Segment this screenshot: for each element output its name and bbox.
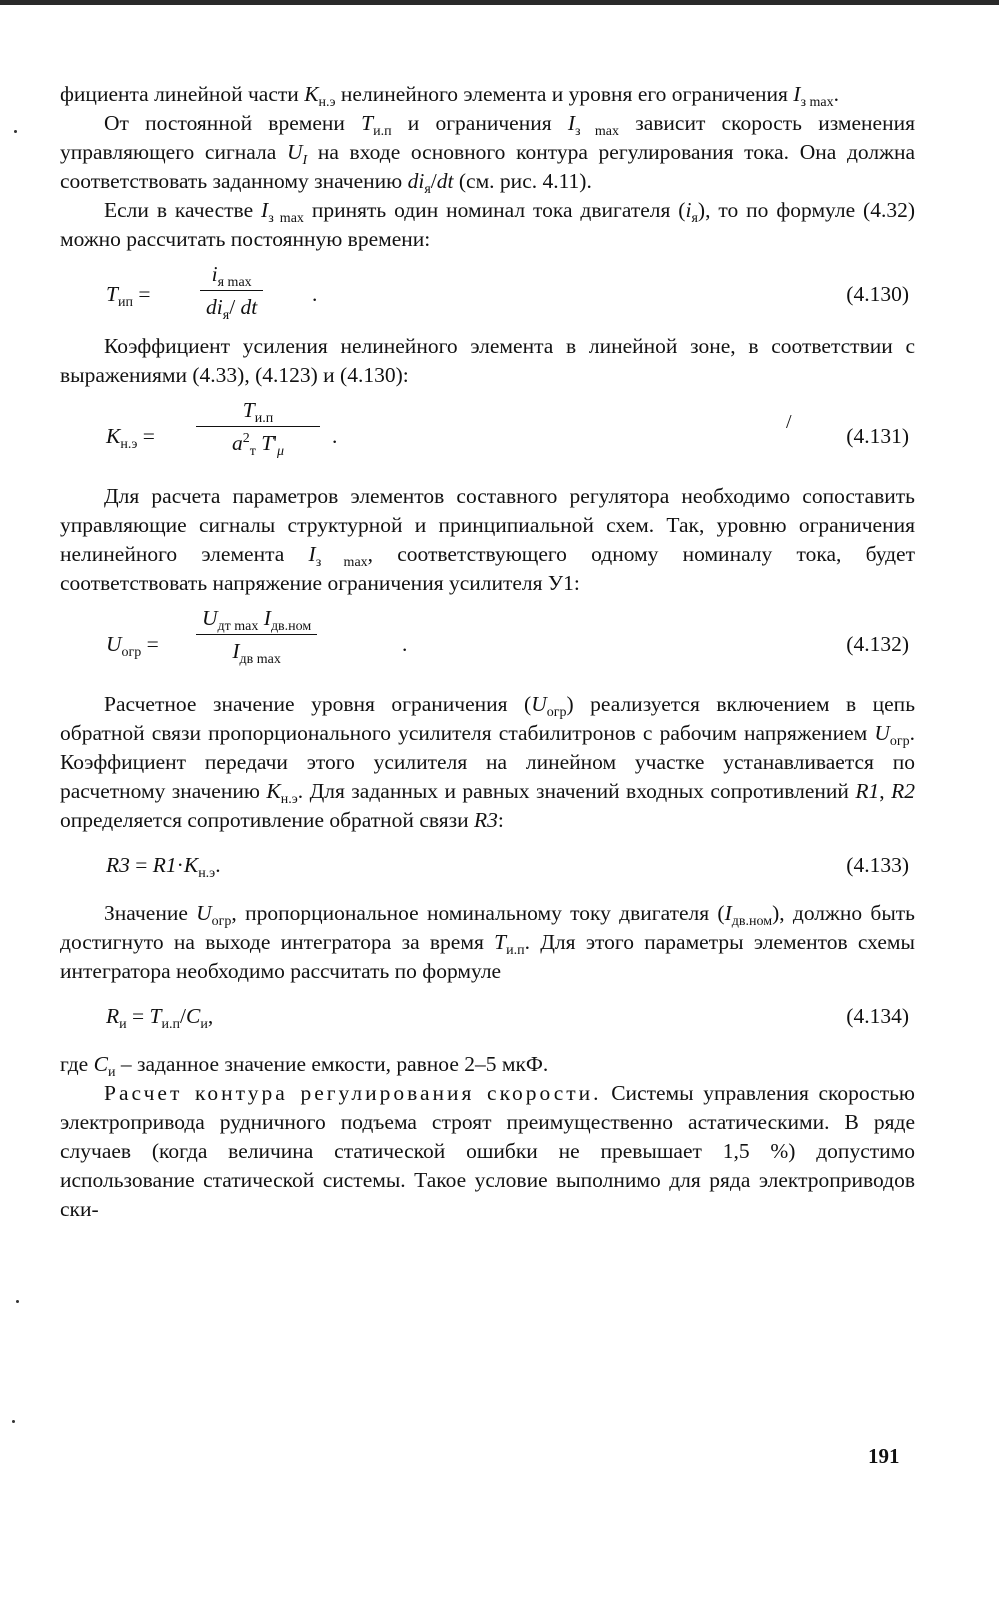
eq-denominator: $a^2_т$ $T'_\mu$	[231, 431, 285, 459]
eq-numerator: $U_{дт max}$ $I_{дв.ном}$	[202, 606, 312, 634]
eq-lhs: $U_{огр}$ =	[106, 632, 159, 660]
scan-speck	[12, 1420, 15, 1423]
scan-speck	[14, 130, 17, 133]
equation-4-130: $T_{ип}$ = $i_{я max}$ $di_я/$ dt . (4.130)	[106, 262, 909, 323]
eq-fraction	[196, 396, 320, 458]
equation-4-132: $U_{огр}$ = $U_{дт max}$ $I_{дв.ном}$ $I_{дв max}$ . (4.132)	[106, 606, 909, 667]
equation-number: (4.132)	[846, 632, 909, 656]
eq-lhs: $T_{ип}$ =	[106, 282, 151, 310]
equation-4-133	[60, 847, 915, 885]
page-body	[60, 80, 915, 1224]
paragraph-4: Коэффициент усиления нелинейного элемента в линейной зоне, в соответствии с выражениями (4.33), (4.123) и (4.130):	[60, 334, 915, 387]
eq-lhs: $K_{н.э}$ =	[106, 424, 155, 452]
equation-number: (4.134)	[846, 1004, 909, 1028]
eq-expression: $R3 = R1\cdot K_{н.э}$.	[106, 853, 221, 881]
equation-4-134	[60, 998, 915, 1036]
eq-numerator: $T_{и.п}$	[242, 398, 274, 426]
eq-denominator: $I_{дв max}$	[232, 639, 281, 667]
eq-denominator: $di_я/$ dt	[206, 295, 258, 323]
eq-fraction	[196, 604, 317, 666]
eq-expression: $R_и = T_{и.п}/C_и$,	[106, 1004, 214, 1032]
top-scan-edge	[0, 0, 999, 5]
paragraph-2: От постоянной времени $T_{и.п}$ и ограничения $I_{з max}$ зависит скорость изменения управляющего сигнала $U_I$ на входе основного контура регулирования тока. Она должна соответствовать заданному значению $di_я/dt$ (см. рис. 4.11).	[60, 111, 916, 197]
eq-numerator: $i_{я max}$	[211, 262, 252, 290]
page-number: 191	[868, 1444, 900, 1468]
paragraph-9-body: Системы управления скоростью электропривода рудничного подъема строят преимущественно астатическими. В ряде случаев (когда величина статической ошибки не превышает 1,5 %) допустимо использование статической системы. Такое условие выполнимо для ряда электроприводов ски-	[60, 1081, 915, 1221]
paragraph-6: Расчетное значение уровня ограничения $(U_{огр})$ реализуется включением в цепь обратной связи пропорционального усилителя стабилитронов с рабочим напряжением $U_{огр}$. Коэффициент передачи этого усилителя на линейном участке устанавливается по расчетному значению $K_{н.э}$. Для заданных и равных значений входных сопротивлений R1, R2 определяется сопротивление обратной связи R3:	[60, 692, 915, 832]
paragraph-5: Для расчета параметров элементов составного регулятора необходимо сопоставить управляющие сигналы структурной и принципиальной схем. Так, уровню ограничения нелинейного элемента $I_{з max}$, соответствующего одному номиналу тока, будет соответствовать напряжение ограничения усилителя У1:	[60, 484, 915, 595]
paragraph-7: Значение $U_{огр}$, пропорциональное номинальному току двигателя $(I_{дв.ном})$, должно быть достигнуто на выходе интегратора за время $T_{и.п}$. Для этого параметры элементов схемы интегратора необходимо рассчитать по формуле	[60, 901, 915, 983]
equation-number: (4.131)	[846, 424, 909, 448]
paragraph-9	[60, 1079, 915, 1224]
equation-number: (4.133)	[846, 853, 909, 877]
paragraph-8: где $C_и$ – заданное значение емкости, равное 2–5 мкФ.	[60, 1052, 549, 1080]
equation-number: (4.130)	[846, 282, 909, 306]
section-heading-inline: Расчет контура регулирования скорости.	[104, 1081, 602, 1105]
paragraph-1: фициента линейной части $K_{н.э}$ нелинейного элемента и уровня его ограничения $I_{з max}$.	[60, 82, 839, 110]
equation-4-131: $K_{н.э}$ = $T_{и.п}$ $a^2_т$ $T'_\mu$ . / (4.131)	[106, 398, 909, 459]
eq-fraction	[200, 260, 263, 322]
paragraph-3: Если в качестве $I_{з max}$ принять один номинал тока двигателя $(i_я)$, то по формуле (4.32) можно рассчитать постоянную времени:	[60, 198, 915, 251]
scan-speck	[16, 1300, 19, 1303]
